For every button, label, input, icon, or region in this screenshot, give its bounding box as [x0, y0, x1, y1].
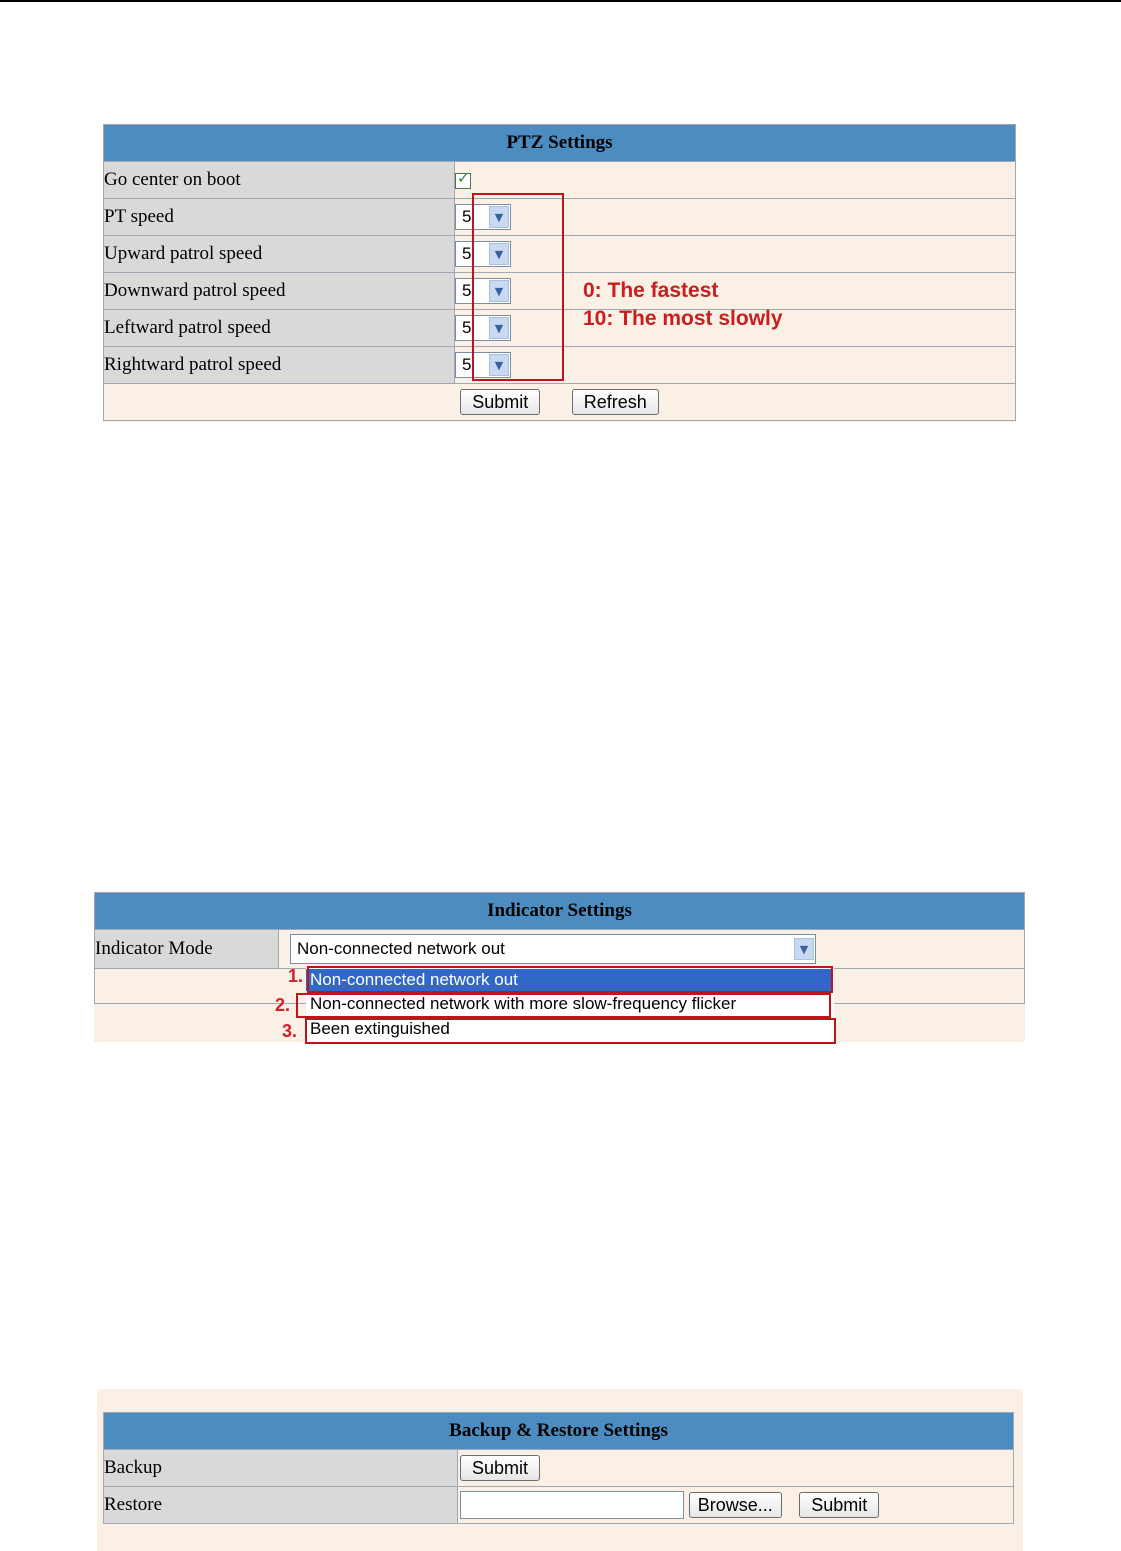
option-2-highlight: [296, 993, 831, 1018]
backup-restore-panel: [97, 1389, 1023, 1551]
downward-patrol-speed-value: 5: [462, 281, 472, 300]
note-slowest: 10: The most slowly: [583, 307, 783, 330]
restore-submit-button[interactable]: Submit: [799, 1492, 879, 1518]
option-1-number: 1.: [288, 966, 304, 986]
indicator-mode-cell: [279, 930, 1025, 969]
backup-restore-title: Backup & Restore Settings: [104, 1413, 1014, 1450]
chevron-down-icon: ▼: [794, 938, 814, 960]
indicator-option-2[interactable]: Non-connected network with more slow-frequency flicker: [310, 994, 737, 1013]
backup-label: Backup: [104, 1450, 458, 1487]
restore-cell: [458, 1487, 1014, 1524]
option-2-number: 2.: [275, 995, 291, 1015]
indicator-option-3[interactable]: Been extinguished: [310, 1019, 450, 1038]
browse-button[interactable]: Browse...: [689, 1492, 782, 1518]
ptz-settings-title: PTZ Settings: [104, 125, 1016, 162]
ptz-refresh-button[interactable]: Refresh: [572, 389, 659, 415]
chevron-down-icon: ▼: [489, 206, 509, 228]
note-fastest: 0: The fastest: [583, 279, 719, 302]
option-3-highlight: [305, 1018, 836, 1044]
indicator-mode-label: Indicator Mode: [95, 930, 279, 969]
option-1-highlight: [307, 966, 833, 993]
ptz-submit-button[interactable]: Submit: [460, 389, 540, 415]
indicator-option-1[interactable]: Non-connected network out: [306, 969, 832, 991]
chevron-down-icon: ▼: [489, 243, 509, 265]
indicator-mode-value: Non-connected network out: [297, 939, 505, 958]
backup-restore-table: [103, 1412, 1014, 1524]
chevron-down-icon: ▼: [489, 317, 509, 339]
upward-patrol-speed-label: Upward patrol speed: [104, 236, 455, 273]
chevron-down-icon: ▼: [489, 280, 509, 302]
ptz-actions-cell: [104, 384, 1016, 421]
indicator-mode-select[interactable]: [290, 934, 816, 964]
speed-selects-highlight: [472, 193, 564, 381]
downward-patrol-speed-label: Downward patrol speed: [104, 273, 455, 310]
rightward-patrol-speed-label: Rightward patrol speed: [104, 347, 455, 384]
backup-submit-button[interactable]: Submit: [460, 1455, 540, 1481]
pt-speed-label: PT speed: [104, 199, 455, 236]
restore-label: Restore: [104, 1487, 458, 1524]
go-center-label: Go center on boot: [104, 162, 455, 199]
page-top-rule: [0, 0, 1121, 2]
backup-cell: [458, 1450, 1014, 1487]
leftward-patrol-speed-label: Leftward patrol speed: [104, 310, 455, 347]
restore-file-input[interactable]: [460, 1491, 684, 1519]
chevron-down-icon: ▼: [489, 354, 509, 376]
upward-patrol-speed-value: 5: [462, 244, 472, 263]
pt-speed-value: 5: [462, 207, 472, 226]
leftward-patrol-speed-value: 5: [462, 318, 472, 337]
go-center-checkbox[interactable]: [455, 168, 471, 189]
option-3-number: 3.: [282, 1021, 298, 1041]
rightward-patrol-speed-value: 5: [462, 355, 472, 374]
indicator-settings-title: Indicator Settings: [95, 893, 1025, 930]
check-mark-icon: ✓: [457, 168, 470, 187]
